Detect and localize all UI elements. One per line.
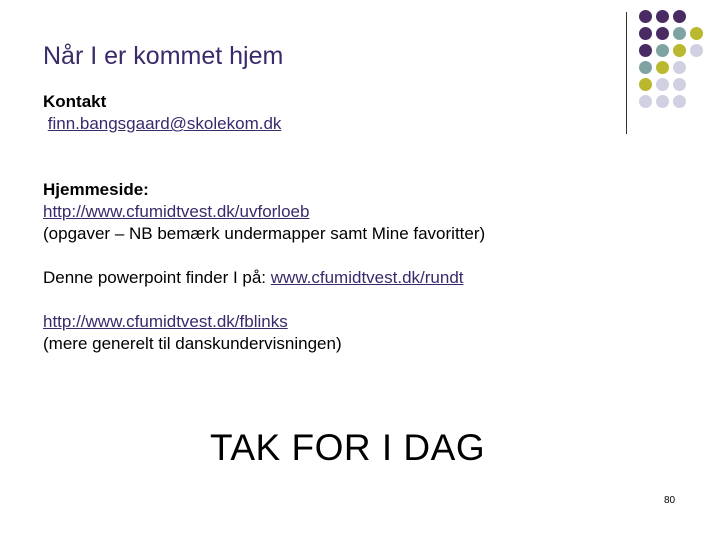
decorative-dot [639,27,652,40]
decorative-dot [673,95,686,108]
decorative-dot [673,10,686,23]
decorative-dot [673,27,686,40]
powerpoint-link[interactable]: www.cfumidtvest.dk/rundt [270,268,464,287]
fblinks-link[interactable]: http://www.cfumidtvest.dk/fblinks [43,312,288,331]
homepage-link[interactable]: http://www.cfumidtvest.dk/uvforloeb [43,202,310,221]
decorative-dot [690,44,703,57]
decorative-dot [673,61,686,74]
powerpoint-text: Denne powerpoint finder I på: [43,268,271,287]
decorative-dot [673,44,686,57]
powerpoint-line [43,267,663,289]
decorative-dot [639,78,652,91]
fblinks-note: (mere generelt til danskundervisningen) [43,334,342,353]
decorative-dot [656,10,669,23]
decorative-dot [656,61,669,74]
thanks-heading: TAK FOR I DAG [210,427,486,468]
decorative-dot [656,44,669,57]
homepage-label: Hjemmeside: [43,180,149,199]
decorative-dot [673,78,686,91]
contact-email-link[interactable]: finn.bangsgaard@skolekom.dk [47,114,282,133]
homepage-note: (opgaver – NB bemærk undermapper samt Mine favoritter) [43,224,486,243]
decorative-dot [656,78,669,91]
contact-label: Kontakt [43,92,107,111]
decorative-dot [656,27,669,40]
page-number: 80 [664,495,676,506]
decorative-dot [690,27,703,40]
decorative-dot [639,44,652,57]
decorative-dot [639,61,652,74]
slide-title: Når I er kommet hjem [43,42,284,70]
decorative-dot [639,10,652,23]
slide-body [43,91,663,355]
